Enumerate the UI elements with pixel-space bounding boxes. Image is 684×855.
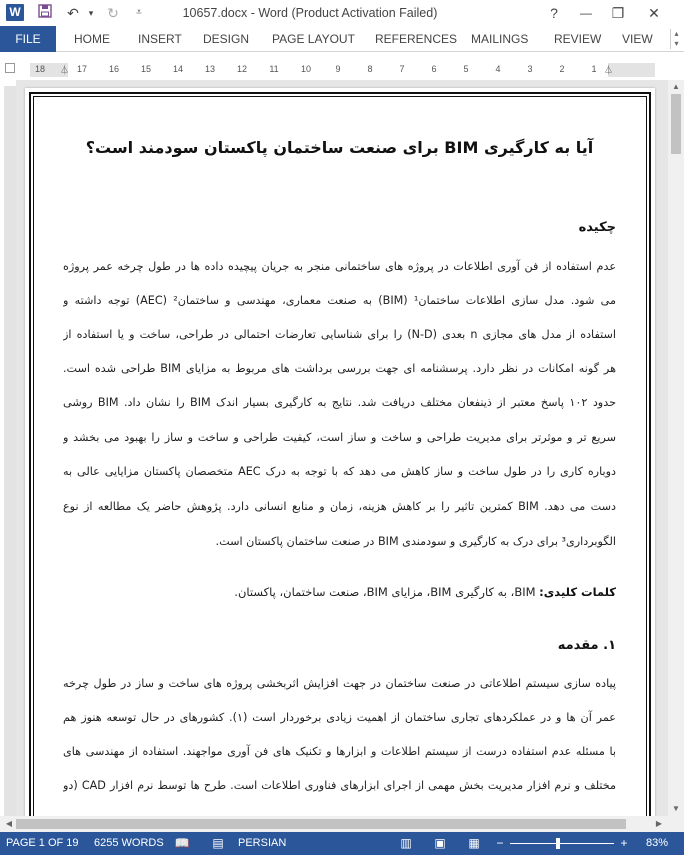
document-area[interactable] — [16, 80, 668, 816]
ruler-number: 2 — [559, 64, 565, 74]
intro-line: با مسئله عدم استفاده درست از سیستم اطلاعات و ابزارها و تکنیک های فن آوری مواجهند. استفاده از مهندسی های — [63, 745, 616, 758]
abstract-line: دوباره کاری را در طول ساخت و ساز کاهش می دهد که با توجه به درک AEC متخصصان پاکستان مزایایی عالی به — [63, 465, 616, 478]
ruler-number: 11 — [269, 64, 279, 74]
ruler-number: 15 — [140, 64, 151, 74]
redo-icon[interactable]: ↻ — [107, 5, 119, 21]
zoom-level[interactable]: 83% — [646, 837, 669, 849]
tab-home[interactable]: HOME — [74, 32, 110, 46]
ruler-number: 16 — [108, 64, 119, 74]
scroll-right-icon[interactable]: ▶ — [655, 819, 663, 828]
web-layout-icon[interactable]: ▦ — [468, 836, 480, 850]
horizontal-scrollbar[interactable] — [0, 816, 684, 832]
intro-line: پیاده سازی سیستم اطلاعاتی در صنعت ساختمان در جهت افزایش اثربخشی پروژه های ساخت و ساز در طول چرخه — [63, 677, 616, 690]
abstract-line: سریع تر و موثرتر برای مدیریت طراحی و ساخت و ساز است، کیفیت طراحی و ساخت و ساز را بهبود می بخشد و — [63, 431, 616, 444]
zoom-in-button[interactable]: + — [620, 836, 628, 850]
tab-view[interactable]: VIEW — [622, 32, 653, 46]
abstract-line: الگوبرداری³ برای درک به کارگیری و سودمندی BIM در صنعت ساختمان پاکستان است. — [215, 535, 616, 548]
ribbon-tabs — [0, 26, 684, 52]
ruler-number: 1 — [591, 64, 597, 74]
right-indent-marker-icon[interactable]: ⏃ — [604, 65, 614, 75]
scroll-left-icon[interactable]: ◀ — [5, 819, 13, 828]
abstract-line: هر گونه امکانات در نظر دارد. پرسشنامه ای جهت بررسی برداشت های مربوط به مزایای BIM طراحی شده است. — [63, 362, 616, 375]
tab-references[interactable]: REFERENCES — [375, 32, 458, 46]
save-icon[interactable] — [34, 3, 56, 23]
ribbon-scroll-icon[interactable]: ▴ ▾ — [670, 29, 682, 49]
proofing-icon[interactable]: 📖 — [174, 836, 190, 850]
scroll-down-icon[interactable]: ▼ — [672, 804, 680, 813]
zoom-out-button[interactable]: − — [496, 836, 504, 850]
page-count[interactable]: PAGE 1 OF 19 — [6, 837, 79, 849]
abstract-heading: چکیده — [578, 220, 616, 235]
read-mode-icon[interactable]: ▥ — [400, 836, 412, 850]
page-border-inner — [33, 96, 647, 816]
status-bar — [0, 832, 684, 855]
keywords-value: BIM، به کارگیری BIM، مزایای BIM، صنعت ساختمان، پاکستان. — [234, 585, 540, 599]
ruler-number: 3 — [527, 64, 533, 74]
minimize-button[interactable]: — — [580, 6, 592, 20]
ruler-number: 4 — [495, 64, 501, 74]
tab-insert[interactable]: INSERT — [138, 32, 182, 46]
tab-file[interactable]: FILE — [0, 26, 56, 52]
ruler-number: 13 — [204, 64, 215, 74]
keywords-label: کلمات کلیدی: — [539, 585, 616, 599]
tab-selector-icon[interactable] — [5, 63, 15, 73]
close-button[interactable]: ✕ — [648, 5, 660, 21]
indent-marker-icon[interactable]: ⏃ — [60, 65, 70, 75]
keywords-line — [234, 585, 616, 599]
ruler-number: 8 — [367, 64, 373, 74]
intro-heading: ۱. مقدمه — [557, 638, 616, 653]
window-title: 10657.docx - Word (Product Activation Failed) — [182, 6, 438, 20]
print-layout-icon[interactable]: ▣ — [434, 836, 446, 850]
customize-icon[interactable]: ⩡ — [136, 7, 142, 18]
vertical-scrollbar[interactable] — [668, 80, 684, 816]
ruler-number: 17 — [76, 64, 87, 74]
scroll-up-icon[interactable]: ▲ — [672, 82, 680, 91]
undo-icon[interactable]: ↶ — [67, 5, 79, 21]
ruler-number: 5 — [463, 64, 469, 74]
tab-review[interactable]: REVIEW — [554, 32, 602, 46]
abstract-line: می شود. مدل سازی اطلاعات ساختمان¹ (BIM) به صنعت معماری، مهندسی و ساختمان² (AEC) توجه داشته و — [63, 294, 616, 307]
document-title: آیا به کارگیری BIM برای صنعت ساختمان پاکستان سودمند است؟ — [85, 138, 594, 157]
abstract-line: عدم استفاده از فن آوری اطلاعات در پروژه های ساختمانی منجر به جریان پیچیده داده ها در طول چرخه عمر پروژه — [63, 260, 616, 273]
zoom-slider-thumb[interactable] — [556, 838, 560, 849]
language-indicator[interactable]: PERSIAN — [238, 837, 287, 849]
undo-dropdown-icon[interactable]: ▾ — [88, 8, 94, 18]
title-bar — [0, 0, 684, 26]
macro-icon[interactable]: ▤ — [212, 836, 224, 850]
ruler-number: 14 — [172, 64, 183, 74]
abstract-line: دست می دهد. BIM کمترین تاثیر را بر کاهش هزینه، زمان و منابع انسانی دارد. پژوهش حاضر یک مطالعه از نوع — [63, 500, 616, 513]
help-icon[interactable]: ? — [550, 5, 558, 21]
restore-button[interactable]: ❐ — [611, 5, 625, 21]
ruler-number: 6 — [431, 64, 437, 74]
ruler-number: 12 — [236, 64, 247, 74]
ruler-number: 10 — [300, 64, 311, 74]
scroll-thumb[interactable] — [671, 94, 681, 154]
vertical-ruler — [4, 86, 16, 816]
horizontal-ruler — [0, 58, 684, 80]
zoom-slider[interactable] — [510, 843, 614, 844]
document-page[interactable] — [25, 88, 655, 816]
abstract-line: حدود ۱۰۲ پاسخ معتبر از ذینفعان مختلف دریافت شد. نتایج به کارگیری بسیار اندک BIM را نشان داد. BIM روشی — [63, 396, 616, 409]
tab-mailings[interactable]: MAILINGS — [471, 32, 529, 46]
word-count[interactable]: 6255 WORDS — [94, 837, 164, 849]
hscroll-thumb[interactable] — [16, 819, 626, 829]
intro-line: مختلف و نرم افزار مدیریت بخش مهمی از اجرای ابزارهای فناوری اطلاعات است. طرح ها توسط نرم افزار CAD (دو — [63, 779, 616, 792]
abstract-line: استفاده از مدل های مجازی n بعدی (N-D) را برای شناسایی تعارضات احتمالی در طراحی، ساخت و یا استفاده از — [63, 328, 616, 341]
ruler-number: 7 — [399, 64, 405, 74]
tab-page-layout[interactable]: PAGE LAYOUT — [272, 32, 355, 46]
ruler-number: 9 — [335, 64, 341, 74]
tab-design[interactable]: DESIGN — [203, 32, 250, 46]
word-logo-icon: W — [6, 4, 24, 21]
intro-line: عمر آن ها و در عملکردهای تجاری ساختمان از اهمیت زیادی برخوردار است (۱). کشورهای در حال توسعه هنوز هم — [63, 711, 616, 724]
ruler-number: 18 — [34, 64, 45, 74]
